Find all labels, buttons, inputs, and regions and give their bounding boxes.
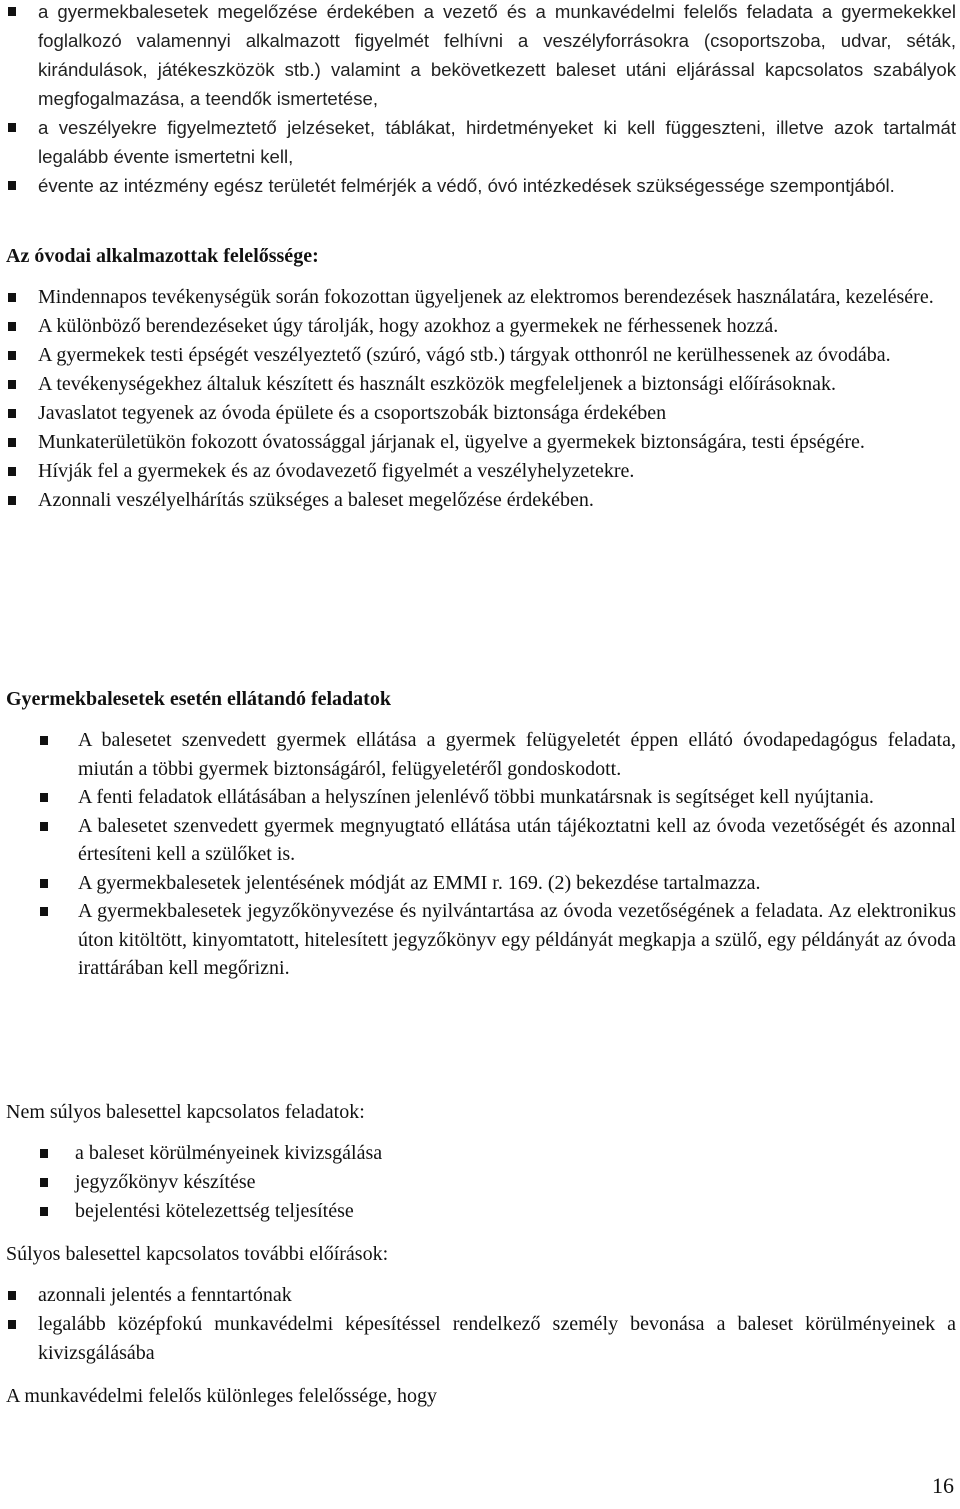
- list-item: A balesetet szenvedett gyermek ellátása a gyermek felügyeletét éppen ellátó óvodapedagógus feladata, miután a többi gyermek biztonságáról, felügyeletéről gondoskodott.: [0, 726, 956, 783]
- hazard-prevention-list: [0, 0, 956, 200]
- list-item: Javaslatot tegyenek az óvoda épülete és a csoportszobák biztonsága érdekében: [0, 399, 956, 428]
- square-bullet-icon: [8, 322, 16, 331]
- list-item: A gyermekek testi épségét veszélyeztető (szúró, vágó stb.) tárgyak otthonról ne kerülhessenek az óvodába.: [0, 341, 956, 370]
- serious-accident-heading: Súlyos balesettel kapcsolatos további előírások:: [6, 1243, 389, 1265]
- list-item: A különböző berendezéseket úgy tárolják, hogy azokhoz a gyermekek ne férhessenek hozzá.: [0, 312, 956, 341]
- square-bullet-icon: [40, 736, 48, 745]
- square-bullet-icon: [8, 123, 16, 132]
- child-accident-tasks-list: [0, 726, 956, 983]
- square-bullet-icon: [8, 1291, 16, 1300]
- page-number: 16: [932, 1473, 954, 1498]
- square-bullet-icon: [40, 879, 48, 888]
- square-bullet-icon: [8, 380, 16, 389]
- serious-accident-list: [0, 1281, 956, 1368]
- list-item: a baleset körülményeinek kivizsgálása: [0, 1139, 956, 1168]
- child-accident-tasks-heading: Gyermekbalesetek esetén ellátandó feladatok: [6, 688, 391, 710]
- list-item: legalább középfokú munkavédelmi képesítéssel rendelkező személy bevonása a baleset körülményeinek a kivizsgálásába: [0, 1310, 956, 1368]
- list-item: Munkaterületükön fokozott óvatossággal járjanak el, ügyelve a gyermekek biztonságára, testi épségére.: [0, 428, 956, 457]
- square-bullet-icon: [40, 1207, 48, 1216]
- staff-responsibility-list: [0, 283, 956, 515]
- list-item: A gyermekbalesetek jelentésének módját az EMMI r. 169. (2) bekezdése tartalmazza.: [0, 869, 956, 898]
- square-bullet-icon: [8, 467, 16, 476]
- square-bullet-icon: [8, 1320, 16, 1329]
- square-bullet-icon: [8, 7, 16, 16]
- square-bullet-icon: [8, 409, 16, 418]
- square-bullet-icon: [40, 907, 48, 916]
- square-bullet-icon: [40, 793, 48, 802]
- square-bullet-icon: [40, 1178, 48, 1187]
- square-bullet-icon: [40, 1149, 48, 1158]
- list-item: bejelentési kötelezettség teljesítése: [0, 1197, 956, 1226]
- list-item: Mindennapos tevékenységük során fokozottan ügyeljenek az elektromos berendezések használatára, kezelésére.: [0, 283, 956, 312]
- minor-accident-heading: Nem súlyos balesettel kapcsolatos feladatok:: [6, 1101, 365, 1123]
- square-bullet-icon: [8, 496, 16, 505]
- list-item: A fenti feladatok ellátásában a helyszínen jelenlévő többi munkatársnak is segítséget kell nyújtania.: [0, 783, 956, 812]
- square-bullet-icon: [8, 351, 16, 360]
- list-item: a veszélyekre figyelmeztető jelzéseket, táblákat, hirdetményeket ki kell függeszteni, illetve azok tartalmát legalább évente ismertetni kell,: [0, 113, 956, 171]
- minor-accident-list: [0, 1139, 956, 1226]
- staff-responsibility-heading: Az óvodai alkalmazottak felelőssége:: [6, 245, 319, 267]
- square-bullet-icon: [8, 438, 16, 447]
- square-bullet-icon: [8, 293, 16, 302]
- list-item: A balesetet szenvedett gyermek megnyugtató ellátása után tájékoztatni kell az óvoda vezetőségét és azonnal értesíteni kell a szülőket is.: [0, 812, 956, 869]
- list-item: évente az intézmény egész területét felmérjék a védő, óvó intézkedések szükségessége szempontjából.: [0, 171, 956, 200]
- list-item: A gyermekbalesetek jegyzőkönyvezése és nyilvántartása az óvoda vezetőségének a feladata. Az elektronikus úton kitöltött, kinyomtatott, hitelesített jegyzőkönyv egy példányát megkapja a szülő, egy példányát az óvoda irattárában kell megőrizni.: [0, 897, 956, 983]
- list-item: jegyzőkönyv készítése: [0, 1168, 956, 1197]
- list-item: a gyermekbalesetek megelőzése érdekében a vezető és a munkavédelmi felelős feladata a gyermekekkel foglalkozó valamennyi alkalmazott figyelmét felhívni a veszélyforrásokra (csoportszoba, udvar, séták, kirándulások, játékeszközök stb.) valamint a bekövetkezett baleset utáni eljárással kapcsolatos szabályok megfogalmazása, a teendők ismertetése,: [0, 0, 956, 113]
- list-item: Hívják fel a gyermekek és az óvodavezető figyelmét a veszélyhelyzetekre.: [0, 457, 956, 486]
- safety-officer-responsibility-text: A munkavédelmi felelős különleges felelőssége, hogy: [6, 1385, 438, 1407]
- square-bullet-icon: [40, 822, 48, 831]
- list-item: Azonnali veszélyelhárítás szükséges a baleset megelőzése érdekében.: [0, 486, 956, 515]
- list-item: azonnali jelentés a fenntartónak: [0, 1281, 956, 1310]
- square-bullet-icon: [8, 181, 16, 190]
- list-item: A tevékenységekhez általuk készített és használt eszközök megfeleljenek a biztonsági előírásoknak.: [0, 370, 956, 399]
